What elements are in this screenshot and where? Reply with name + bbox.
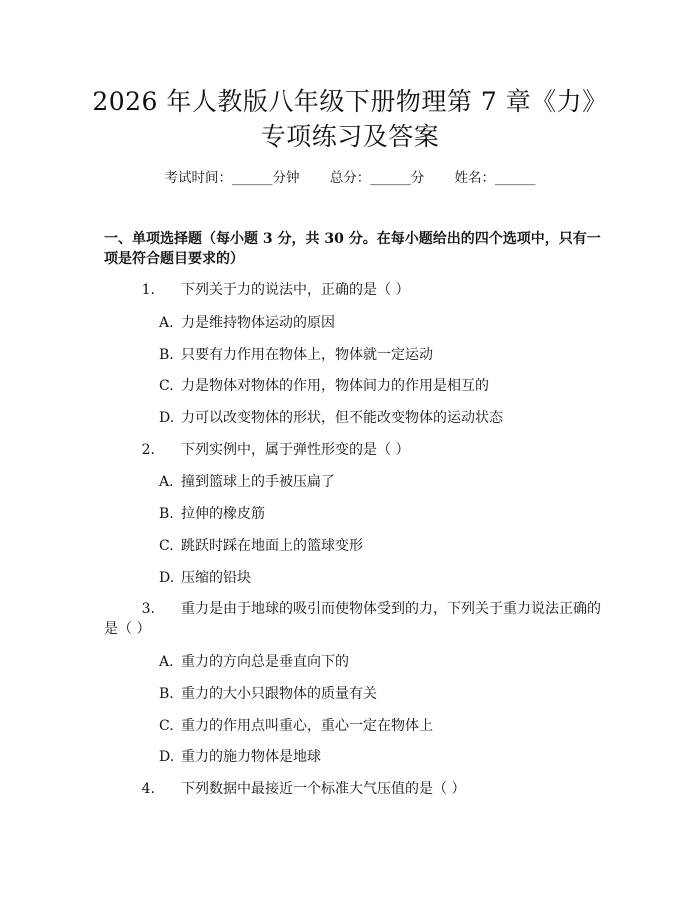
question-text: 下列关于力的说法中，正确的是（ ） — [181, 282, 410, 298]
option-letter: A. — [159, 654, 174, 670]
option-text: 只要有力作用在物体上，物体就一定运动 — [181, 347, 433, 363]
question-2-option-d — [159, 568, 251, 588]
section-heading-single-choice: 一、单项选择题（每小题 3 分，共 30 分。在每小题给出的四个选项中，只有一项是符合题目要求的） — [104, 231, 601, 267]
question-text: 重力是由于地球的吸引而使物体受到的力，下列关于重力说法正确的是（ ） — [104, 601, 601, 637]
question-3-option-c — [159, 716, 433, 736]
question-text: 下列实例中，属于弹性形变的是（ ） — [181, 442, 410, 458]
option-text: 重力的方向总是垂直向下的 — [181, 654, 349, 670]
option-text: 跳跃时踩在地面上的篮球变形 — [181, 538, 363, 554]
exam-time-field — [164, 168, 299, 188]
option-letter: A. — [159, 474, 174, 490]
option-text: 力可以改变物体的形状，但不能改变物体的运动状态 — [181, 410, 503, 426]
document-title-line-1: 2026 年人教版八年级下册物理第 7 章《力》 — [92, 87, 608, 116]
total-score-label: 总分： — [329, 170, 371, 186]
option-letter: B. — [159, 506, 174, 522]
option-text: 重力的作用点叫重心，重心一定在物体上 — [181, 718, 433, 734]
total-score-field — [330, 168, 425, 188]
option-text: 撞到篮球上的手被压扁了 — [181, 474, 335, 490]
option-text: 力是维持物体运动的原因 — [181, 315, 335, 331]
option-text: 力是物体对物体的作用，物体间力的作用是相互的 — [181, 378, 489, 394]
exam-info-line — [0, 168, 700, 188]
document-title-line-2: 专项练习及答案 — [260, 122, 440, 151]
exam-time-label: 考试时间： — [164, 170, 232, 186]
option-text: 拉伸的橡皮筋 — [181, 506, 265, 522]
question-3-option-d — [159, 747, 321, 767]
total-score-unit: 分 — [410, 170, 425, 186]
option-letter: B. — [159, 686, 174, 702]
option-text: 重力的大小只跟物体的质量有关 — [181, 686, 377, 702]
option-text: 压缩的铅块 — [181, 570, 251, 586]
option-letter: D. — [159, 749, 175, 765]
student-name-label: 姓名： — [454, 170, 496, 186]
question-number: 2. — [141, 442, 155, 458]
question-1-option-c — [159, 376, 489, 396]
question-2-option-a — [159, 472, 335, 492]
question-number: 3. — [141, 601, 155, 617]
question-3-option-a — [159, 652, 349, 672]
option-letter: D. — [159, 410, 175, 426]
question-number: 4. — [141, 781, 155, 797]
option-letter: D. — [159, 570, 175, 586]
student-name-blank: ______ — [495, 170, 536, 186]
exam-time-unit: 分钟 — [272, 170, 300, 186]
exam-time-blank: ______ — [231, 170, 273, 186]
option-letter: C. — [159, 538, 174, 554]
question-text: 下列数据中最接近一个标准大气压值的是（ ） — [181, 781, 466, 797]
student-name-field — [455, 168, 536, 188]
option-letter: C. — [159, 378, 174, 394]
question-2-option-c — [159, 536, 363, 556]
option-letter: C. — [159, 718, 174, 734]
question-1-option-d — [159, 408, 503, 428]
option-letter: B. — [159, 347, 174, 363]
option-text: 重力的施力物体是地球 — [181, 749, 321, 765]
question-3-option-b — [159, 684, 377, 704]
question-3 — [104, 599, 609, 639]
question-number: 1. — [141, 282, 155, 298]
total-score-blank: ______ — [370, 170, 411, 186]
option-letter: A. — [159, 315, 174, 331]
question-1-option-a — [159, 313, 335, 333]
question-1-option-b — [159, 345, 433, 365]
question-2-option-b — [159, 504, 265, 524]
